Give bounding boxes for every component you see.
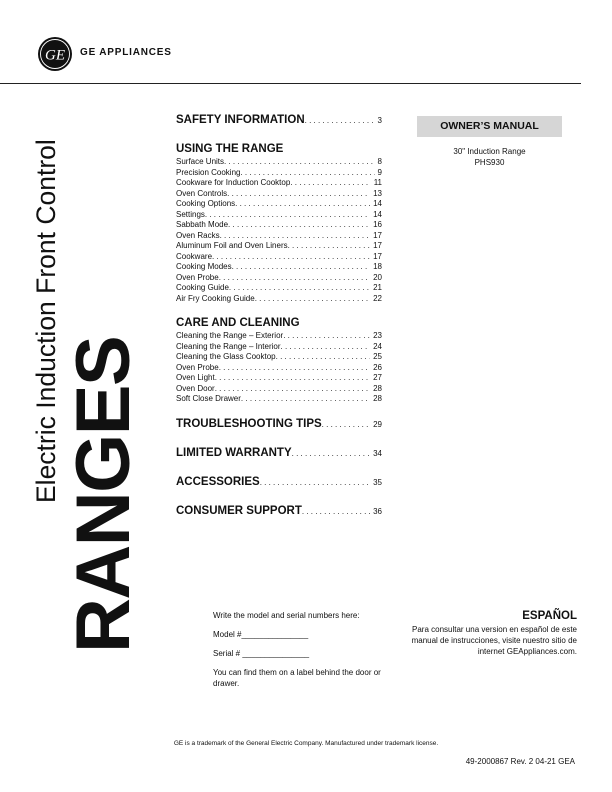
toc-item[interactable] [176, 283, 382, 294]
toc-section-heading: USING THE RANGE [176, 143, 284, 155]
toc-item-page: 24 [373, 341, 382, 351]
toc-item[interactable] [176, 189, 382, 200]
toc-item[interactable] [176, 331, 382, 342]
toc-item-page: 17 [373, 241, 382, 250]
toc-item-label: Oven Racks [176, 230, 220, 240]
toc-label: ACCESSORIES [176, 475, 260, 488]
toc-item[interactable] [176, 168, 382, 179]
toc-page: 29 [373, 419, 382, 429]
toc-item[interactable] [176, 262, 382, 273]
toc-item-label: Cookware for Induction Cooktop [176, 178, 291, 187]
toc-item-label: Precision Cooking [176, 167, 241, 177]
toc-item-label: Surface Units [176, 157, 225, 166]
toc-item[interactable] [176, 231, 382, 242]
trademark-notice: GE is a trademark of the General Electric Company. Manufactured under trademark license. [173, 740, 439, 747]
toc-page: 34 [373, 448, 382, 458]
toc-item-label: Sabbath Mode [176, 220, 229, 229]
product-description: 30" Induction Range [453, 147, 526, 156]
toc-consumer-support[interactable] [176, 505, 382, 517]
toc-item-label: Cleaning the Range – Interior [176, 341, 281, 351]
logo-text: GE [45, 47, 65, 64]
toc-item-page: 17 [373, 251, 382, 261]
toc-item-page: 14 [373, 199, 382, 208]
toc-item-label: Cookware [176, 251, 213, 261]
toc-item-label: Cleaning the Range – Exterior [176, 331, 284, 340]
toc-item-page: 11 [373, 178, 382, 187]
toc-limited-warranty[interactable] [176, 447, 382, 459]
toc-item-page: 8 [377, 157, 382, 166]
toc-safety-information[interactable] [176, 114, 382, 126]
toc-item[interactable] [176, 384, 382, 395]
toc-item-page: 16 [373, 220, 382, 229]
toc-item-label: Cooking Options [176, 199, 236, 208]
toc-troubleshooting-tips[interactable] [176, 418, 382, 430]
toc-item[interactable] [176, 252, 382, 263]
product-title: RANGES [61, 336, 146, 653]
toc-item-page: 9 [377, 167, 382, 177]
toc-item-label: Aluminum Foil and Oven Liners [176, 241, 288, 250]
toc-item-page: 20 [373, 272, 382, 282]
toc-item-page: 27 [373, 373, 382, 382]
toc-item-label: Oven Probe [176, 362, 219, 372]
header-divider [0, 83, 581, 84]
toc-item-label: Cooking Guide [176, 283, 229, 292]
toc-item-page: 26 [373, 362, 382, 372]
toc-item[interactable] [176, 273, 382, 284]
toc-item[interactable] [176, 394, 382, 405]
toc-item-label: Oven Controls [176, 188, 228, 198]
toc-page: 35 [373, 477, 382, 487]
serial-location-note: You can find them on a label behind the door or drawer. [213, 668, 381, 688]
brand-name: GE APPLIANCES [80, 47, 172, 58]
toc-item-label: Soft Close Drawer [176, 394, 241, 403]
toc-item-page: 17 [373, 230, 382, 240]
toc-item[interactable] [176, 363, 382, 374]
toc-item[interactable] [176, 157, 382, 168]
ge-monogram-logo [37, 36, 73, 72]
toc-item-page: 18 [373, 262, 382, 271]
toc-item[interactable] [176, 342, 382, 353]
toc-using-the-range [176, 143, 382, 304]
toc-label: SAFETY INFORMATION [176, 114, 305, 126]
toc-item-label: Settings [176, 209, 205, 219]
toc-item-label: Oven Door [176, 383, 215, 393]
toc-item[interactable] [176, 178, 382, 189]
toc-item-label: Oven Probe [176, 272, 219, 282]
toc-item-page: 28 [373, 394, 382, 403]
spanish-notice [400, 611, 577, 657]
toc-item-page: 21 [373, 283, 382, 292]
toc-item-page: 13 [373, 188, 382, 198]
toc-label: CONSUMER SUPPORT [176, 504, 302, 517]
owners-manual-label: OWNER’S MANUAL [417, 116, 562, 137]
toc-section-heading: CARE AND CLEANING [176, 317, 300, 329]
toc-item[interactable] [176, 220, 382, 231]
table-of-contents [176, 114, 382, 534]
toc-item[interactable] [176, 199, 382, 210]
spanish-heading: ESPAÑOL [522, 610, 577, 622]
toc-label: TROUBLESHOOTING TIPS [176, 417, 322, 430]
toc-page: 36 [373, 506, 382, 516]
toc-label: LIMITED WARRANTY [176, 446, 292, 459]
toc-care-and-cleaning [176, 317, 382, 405]
toc-page: 3 [377, 116, 382, 125]
serial-number-line: Serial # _______________ [213, 649, 310, 658]
toc-item-page: 28 [373, 383, 382, 393]
product-info [417, 146, 562, 168]
toc-item-label: Air Fry Cooking Guide [176, 293, 255, 303]
toc-item-label: Oven Light [176, 373, 215, 382]
model-number-line: Model #_______________ [213, 630, 309, 639]
document-number: 49-2000867 Rev. 2 04-21 GEA [465, 757, 575, 766]
toc-item[interactable] [176, 241, 382, 252]
toc-item-page: 22 [373, 293, 382, 303]
toc-accessories[interactable] [176, 476, 382, 488]
toc-item-page: 14 [373, 209, 382, 219]
toc-item-page: 25 [373, 352, 382, 361]
model-serial-box [213, 610, 383, 697]
toc-item-label: Cooking Modes [176, 262, 232, 271]
spanish-text: Para consultar una version en español de este manual de instrucciones, visite nuestro sitio de internet GEAppliances.com. [411, 625, 577, 656]
product-subtitle: Electric Induction Front Control [31, 139, 61, 503]
serial-intro: Write the model and serial numbers here: [213, 611, 360, 620]
toc-item[interactable] [176, 352, 382, 363]
toc-item[interactable] [176, 210, 382, 221]
toc-item[interactable] [176, 294, 382, 305]
toc-item-page: 23 [373, 331, 382, 340]
product-model: PHS930 [474, 158, 505, 167]
toc-item-label: Cleaning the Glass Cooktop [176, 352, 276, 361]
toc-item[interactable] [176, 373, 382, 384]
